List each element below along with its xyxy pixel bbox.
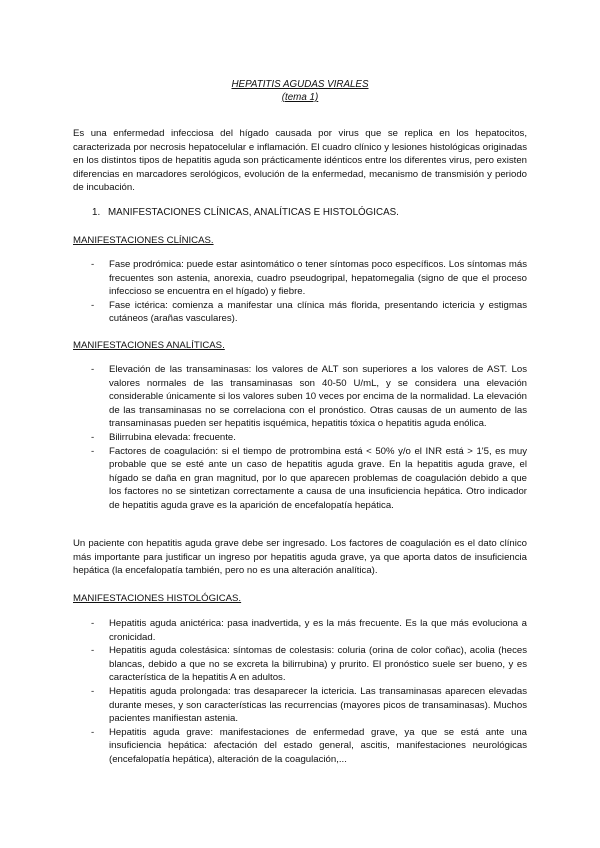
list-item bbox=[0, 644, 527, 685]
document-subtitle: (tema 1) bbox=[281, 92, 319, 103]
bullet-dash: - bbox=[91, 431, 95, 443]
list-item bbox=[0, 726, 527, 767]
bullet-dash: - bbox=[91, 299, 95, 311]
list-item-text: Hepatitis aguda colestásica: síntomas de colestasis: coluria (orina de color coñac), acolia (heces blancas, debido a que no se excreta la bilirrubina) y prurito. El pronóstico suele ser bueno, y es característica de la hepatitis A en adultos. bbox=[109, 645, 527, 684]
list-clinicas bbox=[0, 258, 527, 326]
list-item bbox=[0, 685, 527, 726]
list-item bbox=[0, 258, 527, 299]
list-item-text: Fase ictérica: comienza a manifestar una clínica más florida, presentando ictericia y estigmas cutáneos (arañas vasculares). bbox=[109, 299, 527, 325]
subheading-histologicas: MANIFESTACIONES HISTOLÓGICAS. bbox=[73, 593, 242, 604]
list-item-text: Hepatitis aguda prolongada: tras desaparecer la ictericia. Las transaminasas aparecen elevadas durante meses, y son características las recurrencias (mayores picos de transaminasas). Muchos pacientes manifiestan astenia. bbox=[109, 685, 527, 725]
list-item bbox=[0, 617, 527, 644]
list-item bbox=[0, 363, 527, 431]
bullet-dash: - bbox=[91, 445, 95, 457]
document-title: HEPATITIS AGUDAS VIRALES bbox=[231, 79, 369, 90]
list-item-text: Fase prodrómica: puede estar asintomático o tener síntomas poco específicos. Los síntomas más frecuentes son astenia, anorexia, cuadro pseudogripal, hepatomegalia (signo de que el proceso infeccioso se encuentra en el hígado) y fiebre. bbox=[109, 259, 527, 298]
bullet-dash: - bbox=[91, 726, 95, 738]
bullet-dash: - bbox=[91, 364, 95, 375]
bullet-dash: - bbox=[91, 685, 95, 697]
section-heading bbox=[92, 206, 399, 220]
section-title: MANIFESTACIONES CLÍNICAS, ANALÍTICAS E HISTOLÓGICAS. bbox=[108, 207, 399, 218]
intro-paragraph: Es una enfermedad infecciosa del hígado causada por virus que se replica en los hepatocitos, caracterizada por necrosis hepatocelular e inflamación. El cuadro clínico y lesiones histológicas originadas en los distintos tipos de hepatitis aguda son prácticamente idénticos entre los diferentes virus, pero existen diferencias en marcadores serológicos, evolución de la enfermedad, mecanismo de transmisión y periodo de incubación. bbox=[73, 128, 527, 194]
subheading-analiticas: MANIFESTACIONES ANALÍTICAS. bbox=[73, 340, 225, 351]
analiticas-note-paragraph: Un paciente con hepatitis aguda grave debe ser ingresado. Los factores de coagulación es el dato clínico más importante para justificar un ingreso por hepatitis aguda grave, ya que aporta datos de insuficiencia hepática (la encefalopatía también, pero no es una alteración analítica). bbox=[73, 538, 527, 577]
list-item bbox=[0, 431, 527, 445]
bullet-dash: - bbox=[91, 259, 95, 270]
list-item-text: Hepatitis aguda grave: manifestaciones de enfermedad grave, ya que se está ante una insuficiencia hepática: afectación del estado general, ascitis, manifestaciones neurológicas (encefalopatía hepática), alteración de la coagulación,... bbox=[109, 726, 527, 765]
list-item-text: Bilirrubina elevada: frecuente. bbox=[109, 431, 236, 443]
list-item bbox=[0, 299, 527, 326]
list-item-text: Factores de coagulación: si el tiempo de protrombina está < 50% y/o el INR está > 1'5, es muy probable que se esté ante un caso de hepatitis aguda grave. En la hepatitis aguda grave, el hígado se daña en gran magnitud, por lo que aparecen problemas de coagulación debido a que los factores no se sintetizan correctamente a causa de una insuficiencia hepática. Otro indicador de hepatitis aguda grave es la aparición de encefalopatía hepática. bbox=[109, 445, 527, 511]
list-item bbox=[0, 445, 527, 513]
list-item-text: Elevación de las transaminasas: los valores de ALT son superiores a los valores de AST. Los valores normales de las transaminasas son 40-50 U/mL, y se considera una elevación considerable únicamente si los valores suben 10 veces por encima de la normalidad. La elevación de las transaminasas no se correlaciona con el pronóstico. Otras causas de un aumento de las transaminasas pueden ser hepatitis isquémica, hepatitis tóxica o hepatitis aguda enólica. bbox=[109, 364, 527, 430]
list-analiticas bbox=[0, 363, 527, 513]
list-histologicas bbox=[0, 617, 527, 767]
section-number: 1. bbox=[92, 207, 101, 218]
bullet-dash: - bbox=[91, 618, 95, 629]
bullet-dash: - bbox=[91, 645, 95, 657]
subheading-clinicas: MANIFESTACIONES CLÍNICAS. bbox=[73, 235, 214, 246]
list-item-text: Hepatitis aguda anictérica: pasa inadvertida, y es la más frecuente. Es la que más evoluciona a cronicidad. bbox=[109, 618, 527, 643]
